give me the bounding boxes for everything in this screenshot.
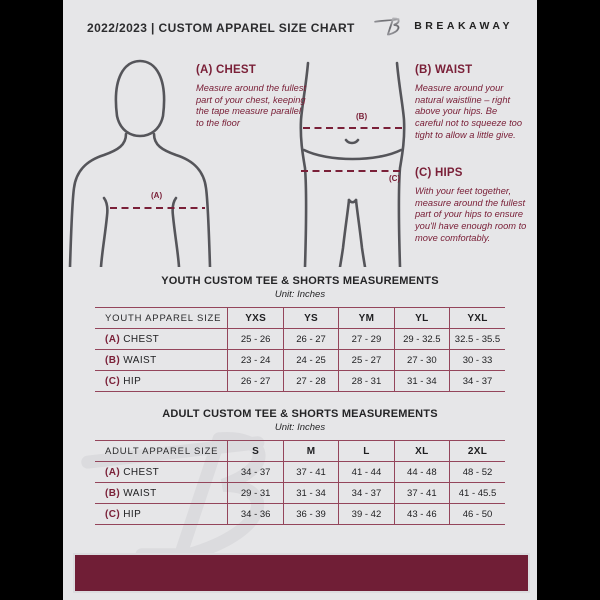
table-row bbox=[95, 371, 505, 392]
youth-unit-label: Unit: Inches bbox=[274, 289, 326, 300]
chest-instruction-heading: (A) CHEST bbox=[196, 64, 256, 76]
cell: 29 - 32.5 bbox=[394, 329, 449, 350]
cell: 25 - 26 bbox=[228, 329, 283, 350]
cell: 41 - 44 bbox=[339, 462, 394, 483]
chest-line-label: (A) bbox=[151, 191, 163, 200]
cell: 36 - 39 bbox=[283, 504, 338, 525]
waist-hips-measurement-figure bbox=[293, 58, 412, 267]
youth-col-ym: YM bbox=[339, 308, 394, 329]
waist-line-label: (B) bbox=[356, 112, 368, 121]
cell: 30 - 33 bbox=[450, 350, 505, 371]
cell: 28 - 31 bbox=[339, 371, 394, 392]
youth-col-yxl: YXL bbox=[450, 308, 505, 329]
cell: 32.5 - 35.5 bbox=[450, 329, 505, 350]
waist-instruction-heading: (B) WAIST bbox=[415, 64, 473, 76]
cell: 34 - 36 bbox=[228, 504, 283, 525]
youth-waist-label: (B) WAIST bbox=[95, 350, 228, 371]
cell: 41 - 45.5 bbox=[450, 483, 505, 504]
breakaway-b-logo-icon bbox=[373, 12, 407, 40]
adult-unit-label: Unit: Inches bbox=[274, 422, 326, 433]
adult-col-m: M bbox=[283, 441, 338, 462]
table-row bbox=[95, 483, 505, 504]
youth-size-table bbox=[95, 307, 505, 392]
adult-section-title: ADULT CUSTOM TEE & SHORTS MEASUREMENTS bbox=[162, 408, 438, 420]
cell: 39 - 42 bbox=[339, 504, 394, 525]
youth-hip-label: (C) HIP bbox=[95, 371, 228, 392]
adult-chest-label: (A) CHEST bbox=[95, 462, 228, 483]
cell: 34 - 37 bbox=[228, 462, 283, 483]
document-title: 2022/2023 | CUSTOM APPAREL SIZE CHART bbox=[87, 21, 355, 35]
adult-col-l: L bbox=[339, 441, 394, 462]
adult-col-s: S bbox=[228, 441, 283, 462]
chest-measurement-figure bbox=[68, 52, 213, 267]
cell: 44 - 48 bbox=[394, 462, 449, 483]
cell: 34 - 37 bbox=[339, 483, 394, 504]
cell: 26 - 27 bbox=[283, 329, 338, 350]
brand-lockup bbox=[373, 12, 513, 40]
cell: 26 - 27 bbox=[228, 371, 283, 392]
cell: 37 - 41 bbox=[394, 483, 449, 504]
cell: 34 - 37 bbox=[450, 371, 505, 392]
cell: 37 - 41 bbox=[283, 462, 338, 483]
cell: 48 - 52 bbox=[450, 462, 505, 483]
youth-size-header: YOUTH APPAREL SIZE bbox=[95, 308, 228, 329]
waist-instruction bbox=[415, 64, 527, 142]
cell: 25 - 27 bbox=[339, 350, 394, 371]
hips-instruction-heading: (C) HIPS bbox=[415, 167, 463, 179]
cell: 27 - 29 bbox=[339, 329, 394, 350]
table-row bbox=[95, 504, 505, 525]
adult-col-xl: XL bbox=[394, 441, 449, 462]
cell: 43 - 46 bbox=[394, 504, 449, 525]
adult-waist-label: (B) WAIST bbox=[95, 483, 228, 504]
chest-instruction bbox=[196, 64, 308, 130]
brand-name: BREAKAWAY bbox=[414, 20, 513, 32]
cell: 27 - 30 bbox=[394, 350, 449, 371]
youth-col-yl: YL bbox=[394, 308, 449, 329]
cell: 31 - 34 bbox=[283, 483, 338, 504]
chest-instruction-body: Measure around the fullest part of your chest, keeping the tape measure parallel to the floor bbox=[196, 83, 307, 129]
table-row bbox=[95, 462, 505, 483]
hips-line-label: (C) bbox=[389, 174, 401, 183]
adult-size-header: ADULT APPAREL SIZE bbox=[95, 441, 228, 462]
youth-col-ys: YS bbox=[283, 308, 338, 329]
cell: 23 - 24 bbox=[228, 350, 283, 371]
adult-header-row bbox=[95, 441, 505, 462]
youth-chest-label: (A) CHEST bbox=[95, 329, 228, 350]
hips-instruction bbox=[415, 167, 527, 245]
youth-section-title: YOUTH CUSTOM TEE & SHORTS MEASUREMENTS bbox=[161, 275, 439, 287]
cell: 46 - 50 bbox=[450, 504, 505, 525]
waist-instruction-body: Measure around your natural waistline – right above your hips. Be careful not to squeeze too tight to allow a little give. bbox=[415, 83, 522, 140]
table-row bbox=[95, 350, 505, 371]
cell: 24 - 25 bbox=[283, 350, 338, 371]
adult-hip-label: (C) HIP bbox=[95, 504, 228, 525]
cell: 31 - 34 bbox=[394, 371, 449, 392]
hips-instruction-body: With your feet together, measure around the fullest part of your hips to ensure you'll have enough room to move comfortably. bbox=[415, 186, 527, 243]
table-row bbox=[95, 329, 505, 350]
footer-accent-bar bbox=[73, 553, 530, 593]
size-chart-document bbox=[63, 0, 537, 600]
adult-col-2xl: 2XL bbox=[450, 441, 505, 462]
adult-size-table bbox=[95, 440, 505, 525]
youth-col-yxs: YXS bbox=[228, 308, 283, 329]
cell: 27 - 28 bbox=[283, 371, 338, 392]
youth-header-row bbox=[95, 308, 505, 329]
cell: 29 - 31 bbox=[228, 483, 283, 504]
